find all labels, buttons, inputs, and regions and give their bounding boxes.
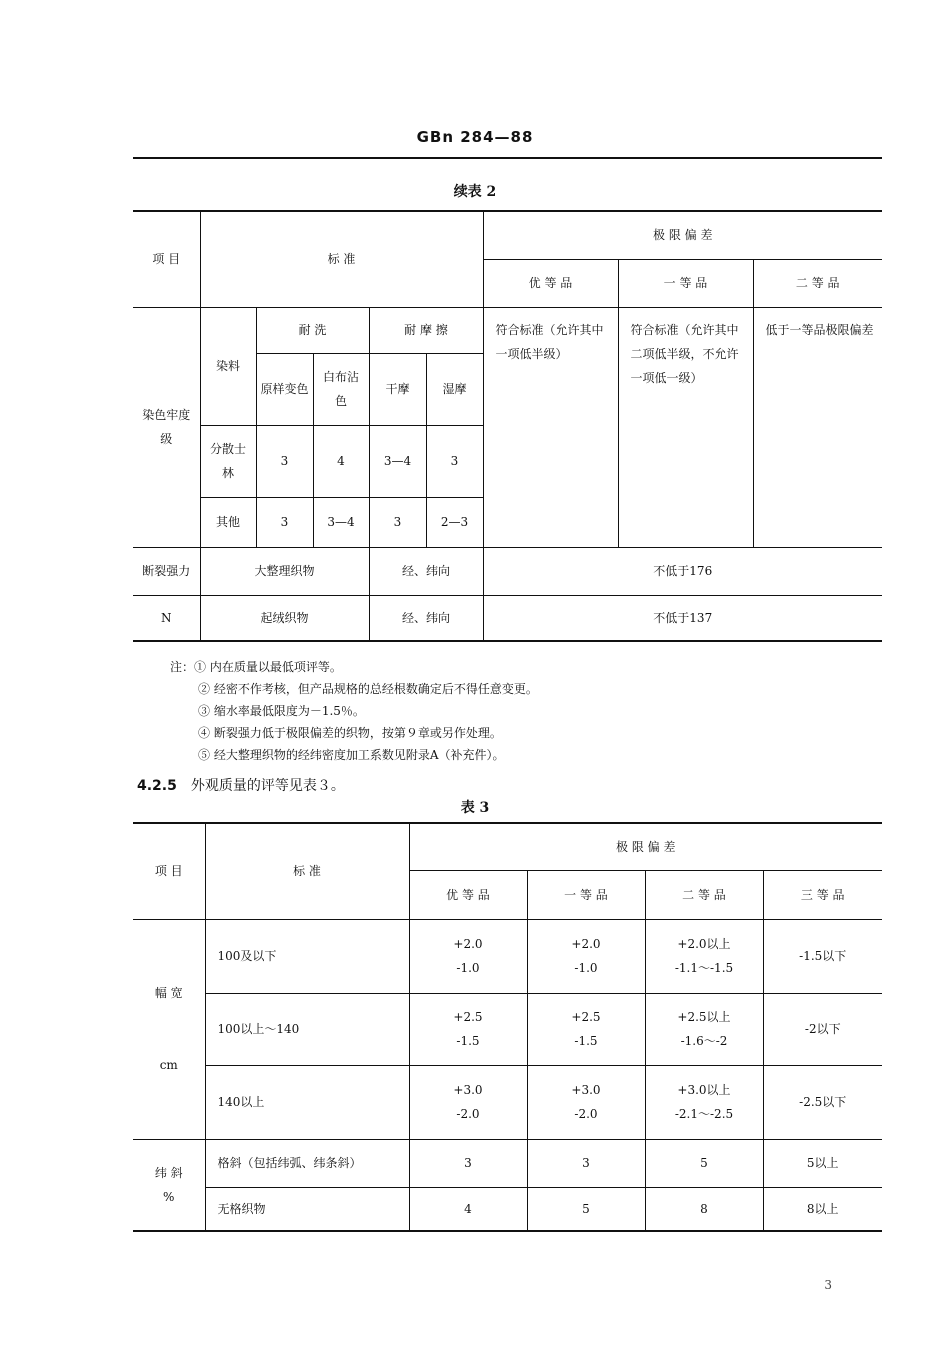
grade-second: 二 等 品 (645, 870, 763, 919)
notes-prefix: 注： (170, 660, 195, 674)
strength-unit: N (133, 595, 200, 641)
standard-header: 标 准 (200, 211, 483, 307)
dye-name: 分散士林 (200, 425, 256, 497)
sub-dry-rub: 干摩 (369, 353, 426, 425)
note-item: 注：① 内在质量以最低项评等。 (170, 660, 342, 674)
note-item: ② 经密不作考核，但产品规格的总经根数确定后不得任意变更。 (198, 682, 538, 696)
table2-caption: 续表 2 (453, 184, 497, 200)
grade-premium: 优 等 品 (483, 259, 618, 307)
width-std: 100以上～140 (205, 993, 409, 1065)
fastness-second: 低于一等品极限偏差 (753, 307, 882, 547)
fastness-value: 2—3 (426, 497, 483, 547)
skew-value: 8 (645, 1187, 763, 1231)
skew-value: 5 (645, 1139, 763, 1187)
notes (170, 656, 538, 766)
strength-direction: 经、纬向 (369, 595, 483, 641)
width-unit: cm (159, 1058, 178, 1072)
width-std: 140以上 (205, 1065, 409, 1139)
width-value: +2.5以上 -1.6～-2 (645, 993, 763, 1065)
fastness-value: 3 (369, 497, 426, 547)
fastness-first: 符合标准（允许其中二项低半级，不允许一项低一级） (618, 307, 753, 547)
strength-value: 不低于176 (483, 547, 882, 595)
item-header: 项 目 (133, 823, 205, 919)
item-header: 项 目 (133, 211, 200, 307)
page-number: 3 (824, 1278, 832, 1292)
wash-header: 耐 洗 (256, 307, 369, 353)
skew-value: 5 (527, 1187, 645, 1231)
header-rule (133, 157, 882, 159)
skew-std: 格斜（包括纬弧、纬条斜） (205, 1139, 409, 1187)
limit-header: 极 限 偏 差 (483, 211, 882, 259)
section-text: 外观质量的评等见表３。 (190, 778, 345, 794)
strength-direction: 经、纬向 (369, 547, 483, 595)
grade-premium: 优 等 品 (409, 870, 527, 919)
table3-caption: 表 3 (460, 800, 490, 816)
section-number: 4.2.5 (137, 778, 177, 794)
strength-fabric: 大整理织物 (200, 547, 369, 595)
width-value: -2.5以下 (763, 1065, 882, 1139)
width-value: +3.0以上 -2.1～-2.5 (645, 1065, 763, 1139)
skew-label: 纬 斜 % (133, 1139, 205, 1231)
dye-name: 其他 (200, 497, 256, 547)
sub-original-change: 原样变色 (256, 353, 313, 425)
fastness-value: 3 (426, 425, 483, 497)
width-value: -2以下 (763, 993, 882, 1065)
width-value: +3.0 -2.0 (527, 1065, 645, 1139)
note-item: ④ 断裂强力低于极限偏差的织物，按第９章或另作处理。 (198, 726, 502, 740)
grade-second: 二 等 品 (753, 259, 882, 307)
fastness-value: 4 (313, 425, 369, 497)
fastness-value: 3 (256, 497, 313, 547)
strength-label: 断裂强力 (133, 547, 200, 595)
strength-value: 不低于137 (483, 595, 882, 641)
width-label: 幅 宽 cm (133, 919, 205, 1139)
fastness-value: 3—4 (369, 425, 426, 497)
rub-header: 耐 摩 擦 (369, 307, 483, 353)
fastness-value: 3—4 (313, 497, 369, 547)
dye-label: 染料 (200, 307, 256, 425)
skew-value: 8以上 (763, 1187, 882, 1231)
limit-header: 极 限 偏 差 (409, 823, 882, 870)
skew-value: 4 (409, 1187, 527, 1231)
strength-fabric: 起绒织物 (200, 595, 369, 641)
standard-header: 标 准 (205, 823, 409, 919)
note-item: ⑤ 经大整理织物的经纬密度加工系数见附录A（补充件）。 (198, 748, 505, 762)
fastness-label: 染色牢度级 (133, 307, 200, 547)
width-value: +2.0 -1.0 (409, 919, 527, 993)
width-value: +3.0 -2.0 (409, 1065, 527, 1139)
note-item: ③ 缩水率最低限度为－1.5％。 (198, 704, 365, 718)
skew-std: 无格织物 (205, 1187, 409, 1231)
sub-wet-rub: 湿摩 (426, 353, 483, 425)
grade-third: 三 等 品 (763, 870, 882, 919)
width-value: +2.0 -1.0 (527, 919, 645, 993)
width-value: +2.5 -1.5 (527, 993, 645, 1065)
skew-value: 3 (527, 1139, 645, 1187)
width-value: +2.5 -1.5 (409, 993, 527, 1065)
width-std: 100及以下 (205, 919, 409, 993)
width-value: +2.0以上 -1.1～-1.5 (645, 919, 763, 993)
grade-first: 一 等 品 (618, 259, 753, 307)
sub-white-stain: 白布沾色 (313, 353, 369, 425)
grade-first: 一 等 品 (527, 870, 645, 919)
skew-value: 5以上 (763, 1139, 882, 1187)
fastness-value: 3 (256, 425, 313, 497)
table-3 (133, 822, 882, 1232)
standard-code-header: GBn 284—88 (416, 128, 534, 146)
table-2 (133, 210, 882, 642)
section-heading (137, 775, 345, 795)
width-value: -1.5以下 (763, 919, 882, 993)
skew-value: 3 (409, 1139, 527, 1187)
fastness-premium: 符合标准（允许其中一项低半级） (483, 307, 618, 547)
skew-unit: % (163, 1189, 175, 1204)
